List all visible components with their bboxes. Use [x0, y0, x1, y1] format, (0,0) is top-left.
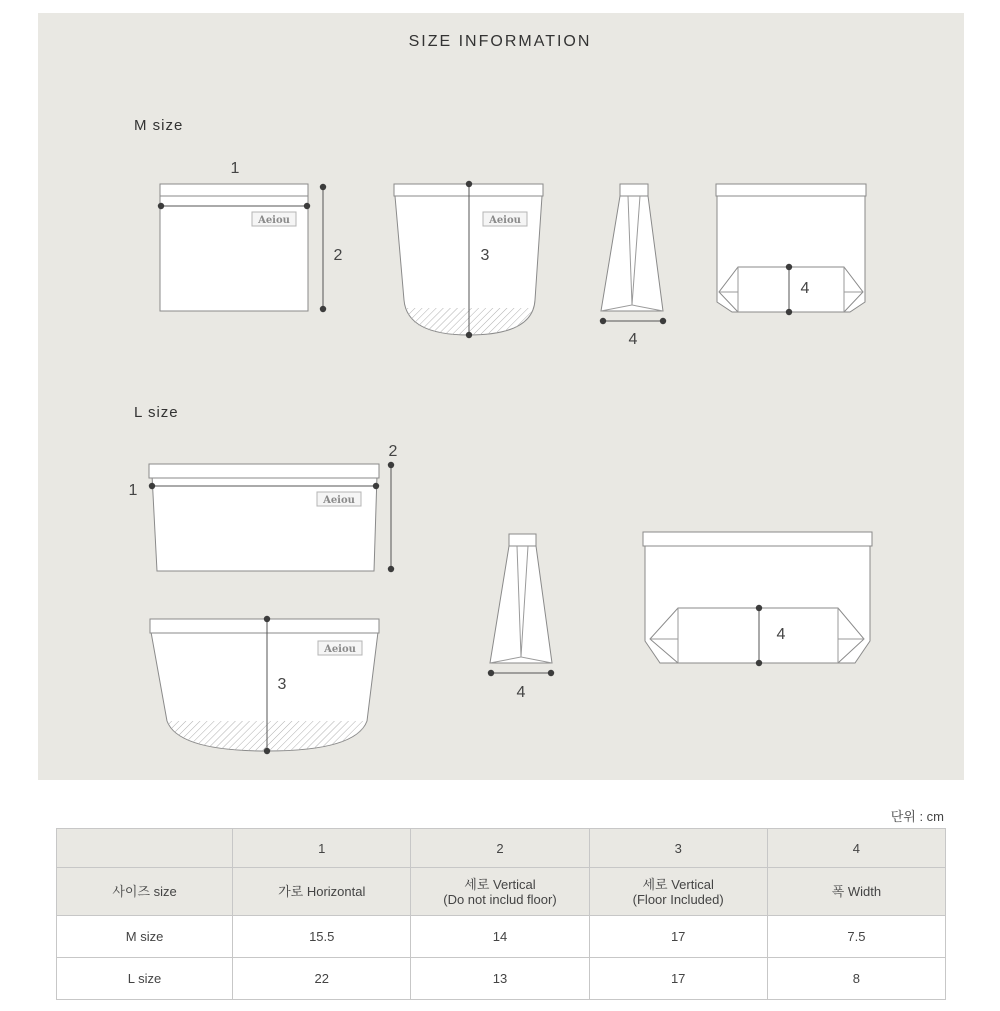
header-line: 사이즈 size [112, 884, 177, 899]
header-cell [589, 868, 767, 916]
header-line: 세로 Vertical [642, 876, 714, 892]
table-row [57, 916, 946, 958]
logo-text: Aeiou [258, 215, 290, 226]
measure-label-4: 4 [800, 280, 810, 297]
unit-label: 단위 : cm [890, 809, 944, 824]
table-cell: M size [57, 916, 233, 958]
logo-text: Aeiou [324, 644, 356, 655]
l-section-view [150, 616, 379, 754]
header-line: (Do not includ floor) [443, 891, 557, 907]
header-cell: 4 [767, 829, 945, 868]
header-cell: 1 [233, 829, 411, 868]
l-size-label: L size [134, 404, 179, 421]
measure-label-3: 3 [277, 676, 287, 693]
logo-text: Aeiou [323, 495, 355, 506]
table-cell: 13 [411, 958, 589, 1000]
m-section-view [394, 181, 543, 338]
table-cell: 8 [767, 958, 945, 1000]
header-line: (Floor Included) [632, 891, 724, 907]
measure-label-2: 2 [388, 443, 398, 460]
logo-text: Aeiou [489, 215, 521, 226]
header-cell [57, 829, 233, 868]
header-line: 폭 Width [831, 884, 882, 899]
table-cell: 17 [589, 958, 767, 1000]
header-line: 가로 Horizontal [278, 884, 366, 899]
diagram-title: SIZE INFORMATION [408, 33, 592, 50]
measure-label-3: 3 [480, 247, 490, 264]
diagram-panel [38, 13, 964, 780]
header-cell: 3 [589, 829, 767, 868]
m-front-view [158, 160, 343, 312]
header-cell [411, 868, 589, 916]
measure-label-1: 1 [128, 482, 138, 499]
table-header-row [57, 829, 946, 868]
table-cell: 7.5 [767, 916, 945, 958]
header-cell [233, 868, 411, 916]
measure-label-4: 4 [628, 331, 638, 348]
l-side-view [488, 534, 554, 701]
table-cell: 17 [589, 916, 767, 958]
measure-label-4: 4 [516, 684, 526, 701]
header-line: 세로 Vertical [464, 876, 536, 892]
table-cell: L size [57, 958, 233, 1000]
measure-label-2: 2 [333, 247, 343, 264]
table-row [57, 958, 946, 1000]
size-table [56, 828, 946, 1000]
header-cell: 2 [411, 829, 589, 868]
m-size-label: M size [134, 117, 184, 134]
size-diagram [38, 13, 964, 780]
measure-label-4: 4 [776, 626, 786, 643]
table-cell: 14 [411, 916, 589, 958]
table-cell: 15.5 [233, 916, 411, 958]
table-cell: 22 [233, 958, 411, 1000]
m-bottom-view [716, 184, 866, 315]
table-header-row [57, 868, 946, 916]
l-front-view [129, 443, 398, 572]
measure-label-1: 1 [230, 160, 240, 177]
m-side-view [600, 184, 666, 348]
header-cell [767, 868, 945, 916]
l-bottom-view [643, 532, 872, 666]
header-cell [57, 868, 233, 916]
